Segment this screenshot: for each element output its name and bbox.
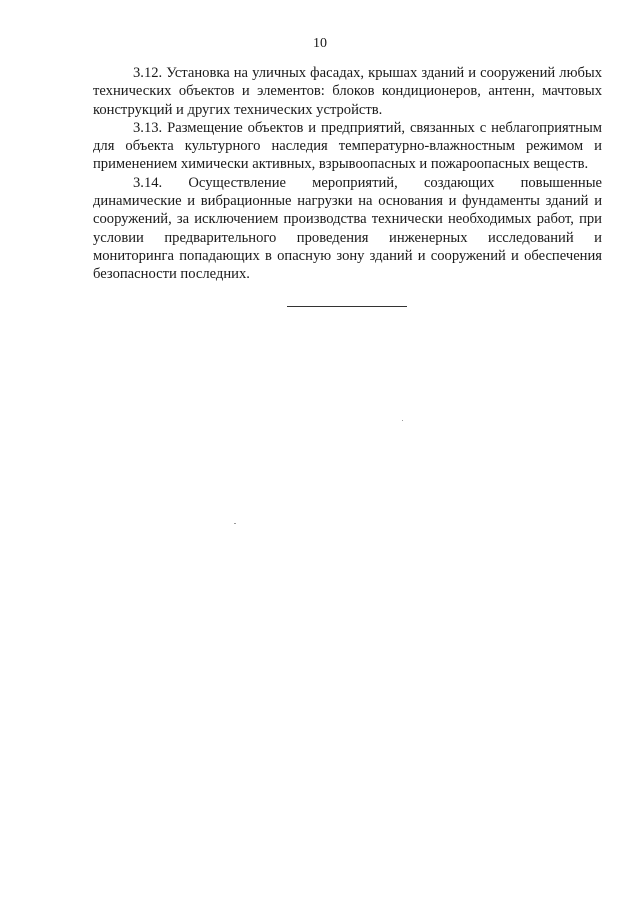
end-of-text-rule (287, 306, 407, 307)
scan-artifact (234, 523, 236, 524)
document-body (93, 64, 602, 284)
paragraph-3-12: 3.12. Установка на уличных фасадах, крышах зданий и сооружений любых технических объектов и элементов: блоков кондиционеров, антенн, мачтовых конструкций и других технических устройств. (93, 65, 602, 118)
paragraph-3-14: 3.14. Осуществление мероприятий, создающих повышенные динамические и вибрационные нагрузки на основания и фундаменты зданий и сооружений, за исключением производства технически необходимых работ, при условии предварительного проведения инженерных исследований и мониторинга попадающих в опасную зону зданий и сооружений и обеспечения безопасности последних. (93, 174, 602, 283)
paragraph-3-13: 3.13. Размещение объектов и предприятий, связанных с неблагоприятным для объекта культурного наследия температурно-влажностным режимом и применением химически активных, взрывоопасных и пожароопасных веществ. (93, 119, 602, 173)
scan-artifact (402, 420, 403, 421)
page-number: 10 (313, 36, 327, 51)
